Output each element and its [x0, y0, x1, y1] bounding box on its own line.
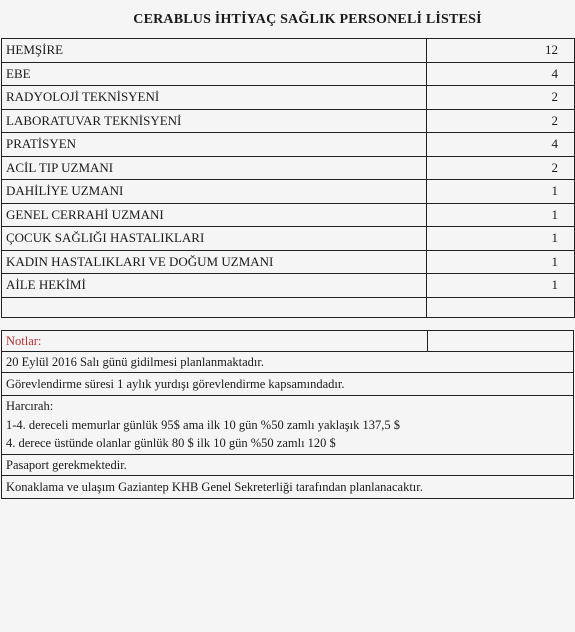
note-allowance	[1, 396, 574, 455]
role-cell: AİLE HEKİMİ	[2, 274, 427, 298]
table-row	[2, 250, 575, 274]
table-row	[2, 39, 575, 63]
table-row	[2, 227, 575, 251]
role-cell: KADIN HASTALIKLARI VE DOĞUM UZMANI	[2, 250, 427, 274]
role-cell: LABORATUVAR TEKNİSYENİ	[2, 109, 427, 133]
table-row	[2, 203, 575, 227]
table-row	[2, 109, 575, 133]
table-row	[2, 274, 575, 298]
table-row	[2, 86, 575, 110]
role-cell: HEMŞİRE	[2, 39, 427, 63]
role-cell: RADYOLOJİ TEKNİSYENİ	[2, 86, 427, 110]
page-title: CERABLUS İHTİYAÇ SAĞLIK PERSONELİ LİSTESİ	[133, 12, 482, 27]
count-cell: 4	[427, 133, 575, 157]
count-cell: 2	[427, 86, 575, 110]
count-cell: 1	[427, 227, 575, 251]
count-cell: 1	[427, 203, 575, 227]
table-row	[2, 180, 575, 204]
table-row	[2, 156, 575, 180]
table-row	[2, 62, 575, 86]
role-cell: ÇOCUK SAĞLIĞI HASTALIKLARI	[2, 227, 427, 251]
note-transport: Konaklama ve ulaşım Gaziantep KHB Genel Sekreterliği tarafından planlanacaktır.	[1, 476, 574, 499]
count-cell: 1	[427, 250, 575, 274]
count-cell: 12	[427, 39, 575, 63]
allowance-line-2: 4. derece üstünde olanlar günlük 80 $ ilk 10 gün %50 zamlı 120 $	[6, 436, 336, 450]
notes-empty-cell	[428, 331, 573, 351]
note-duration: Görevlendirme süresi 1 aylık yurdışı görevlendirme kapsamındadır.	[1, 373, 574, 396]
notes-section	[1, 330, 574, 499]
notes-header-row	[1, 330, 574, 352]
count-cell: 2	[427, 109, 575, 133]
empty-row	[2, 297, 575, 317]
count-cell: 1	[427, 274, 575, 298]
role-cell: DAHİLİYE UZMANI	[2, 180, 427, 204]
role-cell: ACİL TIP UZMANI	[2, 156, 427, 180]
allowance-line-1: 1-4. dereceli memurlar günlük 95$ ama ilk 10 gün %50 zamlı yaklaşık 137,5 $	[6, 417, 401, 432]
role-cell: PRATİSYEN	[2, 133, 427, 157]
empty-cell	[2, 297, 427, 317]
note-date: 20 Eylül 2016 Salı günü gidilmesi planlanmaktadır.	[1, 352, 574, 373]
empty-cell	[427, 297, 575, 317]
notes-label: Notlar:	[6, 331, 428, 351]
staff-table	[1, 38, 575, 318]
count-cell: 4	[427, 62, 575, 86]
note-passport: Pasaport gerekmektedir.	[1, 455, 574, 476]
role-cell: GENEL CERRAHİ UZMANI	[2, 203, 427, 227]
allowance-title: Harcırah:	[6, 399, 54, 413]
role-cell: EBE	[2, 62, 427, 86]
count-cell: 1	[427, 180, 575, 204]
count-cell: 2	[427, 156, 575, 180]
table-row	[2, 133, 575, 157]
